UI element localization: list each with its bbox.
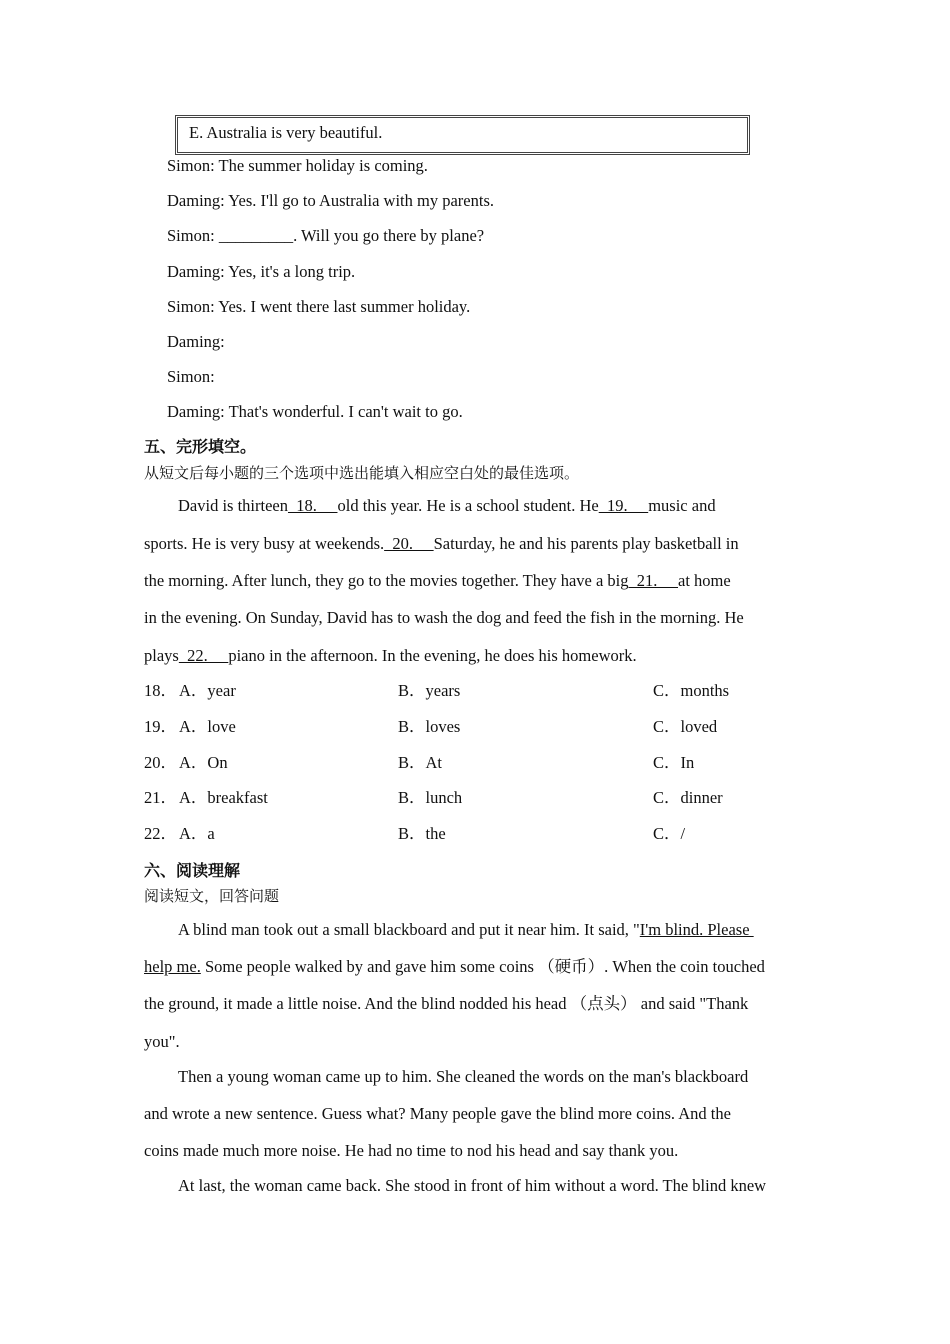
text: music and <box>648 496 716 515</box>
dialogue-line: Simon: <box>167 367 215 386</box>
cloze-blank: 20. <box>384 534 434 553</box>
option-a: A．love <box>179 717 236 736</box>
paragraph-line <box>178 920 754 940</box>
cloze-blank: 21. <box>628 571 679 590</box>
cloze-blank: 22. <box>178 646 229 665</box>
text: old this year. He is a school student. He <box>337 496 599 515</box>
answer-blank: _________ <box>218 226 294 245</box>
text: and wrote a new sentence. Guess what? Many people gave the blind more coins. And the <box>144 1104 731 1123</box>
dialogue-line: Daming: Yes, it's a long trip. <box>167 262 356 281</box>
option-c: C．/ <box>653 824 686 843</box>
section5-instruction: 从短文后每小题的三个选项中选出能填入相应空白处的最佳选项。 <box>144 464 580 482</box>
option-c: C．loved <box>653 717 718 736</box>
paragraph-line <box>144 957 765 977</box>
text: in the evening. On Sunday, David has to wash the dog and feed the fish in the morning. He <box>144 608 744 627</box>
option-c: C．months <box>653 681 730 700</box>
text: David is thirteen <box>178 496 288 515</box>
option-a: A．year <box>179 681 236 700</box>
paragraph-line <box>144 1032 180 1052</box>
option-b: B．loves <box>398 717 461 736</box>
question-number: 18． <box>144 681 177 700</box>
text: sports. He is very busy at weekends. <box>144 534 385 553</box>
text: plays <box>144 646 179 665</box>
paragraph-line <box>144 994 748 1014</box>
dialogue-line: Daming: <box>167 332 225 351</box>
paragraph-line <box>178 1067 748 1087</box>
paragraph-line <box>144 608 744 628</box>
text: Then a young woman came up to him. She cleaned the words on the man's blackboard <box>178 1067 749 1086</box>
dialogue-line: Daming: Yes. I'll go to Australia with my parents. <box>167 191 494 210</box>
option-box <box>175 115 750 155</box>
paragraph-line <box>144 1141 678 1161</box>
underlined-text: I'm blind. Please <box>639 920 754 939</box>
dialogue-text: . Will you go there by plane? <box>293 226 485 245</box>
text: the ground, it made a little noise. And the blind nodded his head （点头） and said "Thank <box>144 994 749 1013</box>
section6-instruction: 阅读短文，回答问题 <box>144 887 280 905</box>
cloze-blank: 18. <box>287 496 338 515</box>
option-a: A．a <box>179 824 215 843</box>
text: coins made much more noise. He had no time to nod his head and say thank you. <box>144 1141 679 1160</box>
paragraph-line <box>178 496 716 516</box>
text: At last, the woman came back. She stood in front of him without a word. The blind knew <box>178 1176 767 1195</box>
option-b: B．lunch <box>398 788 463 807</box>
dialogue-line: Daming: That's wonderful. I can't wait to go. <box>167 402 463 421</box>
text: at home <box>678 571 731 590</box>
paragraph-line <box>144 1104 731 1124</box>
option-e: E. Australia is very beautiful. <box>189 123 383 142</box>
text: Saturday, he and his parents play basketball in <box>433 534 739 553</box>
option-c: C．dinner <box>653 788 723 807</box>
option-b: B．the <box>398 824 446 843</box>
question-number: 22． <box>144 824 177 843</box>
option-a: A．On <box>179 753 228 772</box>
speaker: Simon: <box>167 226 219 245</box>
dialogue-line: Simon: Yes. I went there last summer holiday. <box>167 297 471 316</box>
text: A blind man took out a small blackboard and put it near him. It said, " <box>178 920 640 939</box>
option-c: C．In <box>653 753 695 772</box>
section6-title: 六、阅读理解 <box>144 861 241 880</box>
text: piano in the afternoon. In the evening, he does his homework. <box>228 646 637 665</box>
text: you". <box>144 1032 180 1051</box>
paragraph-line <box>144 534 739 554</box>
question-number: 19． <box>144 717 177 736</box>
text: Some people walked by and gave him some coins （硬币）. When the coin touched <box>200 957 765 976</box>
option-b: B．At <box>398 753 443 772</box>
paragraph-line <box>178 1176 766 1196</box>
section5-title: 五、完形填空。 <box>144 437 257 456</box>
dialogue-line: Simon: The summer holiday is coming. <box>167 156 428 175</box>
paragraph-line <box>144 571 731 591</box>
question-number: 21． <box>144 788 177 807</box>
dialogue-line <box>167 226 484 246</box>
paragraph-line <box>144 646 637 666</box>
question-number: 20． <box>144 753 177 772</box>
cloze-blank: 19. <box>598 496 649 515</box>
text: the morning. After lunch, they go to the movies together. They have a big <box>144 571 629 590</box>
underlined-text: help me. <box>144 957 201 976</box>
option-b: B．years <box>398 681 461 700</box>
option-a: A．breakfast <box>179 788 268 807</box>
